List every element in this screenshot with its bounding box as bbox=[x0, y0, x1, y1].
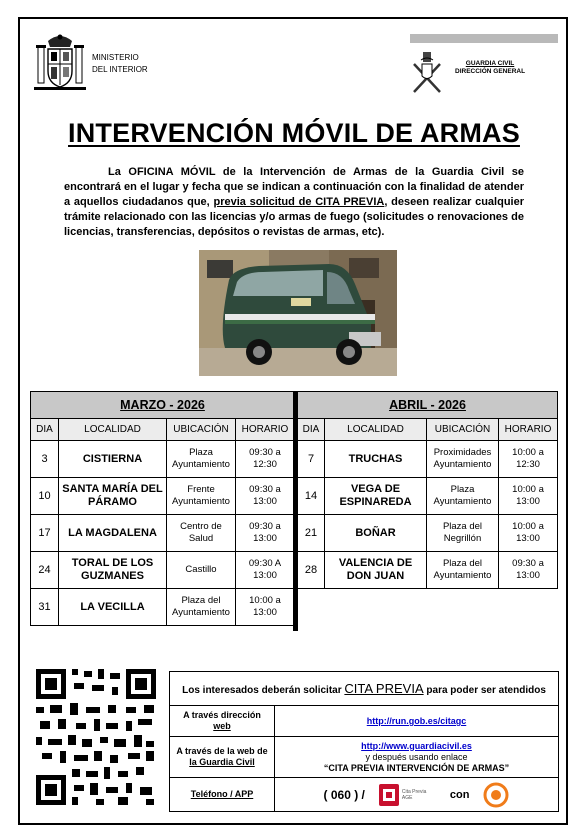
row-horario: 10:00 a 13:00 bbox=[499, 478, 558, 515]
table-row-empty bbox=[298, 589, 558, 626]
row-localidad: LA MAGDALENA bbox=[59, 515, 167, 552]
row-day: 28 bbox=[298, 552, 325, 589]
guardiacivil-link[interactable]: http://www.guardiacivil.es bbox=[361, 740, 472, 751]
col-dia: DIA bbox=[31, 419, 59, 441]
info-header-post: para poder ser atendidos bbox=[423, 685, 546, 696]
april-title bbox=[298, 392, 558, 419]
row-ubicacion: Proximidades Ayuntamiento bbox=[427, 441, 499, 478]
intro-paragraph bbox=[64, 165, 524, 240]
citagc-link[interactable]: http://run.gob.es/citagc bbox=[366, 716, 467, 726]
page-title bbox=[18, 118, 570, 149]
table-row bbox=[31, 552, 295, 589]
row-day: 21 bbox=[298, 515, 325, 552]
row-day: 7 bbox=[298, 441, 325, 478]
row-day: 17 bbox=[31, 515, 59, 552]
row-horario: 09:30 a 12:30 bbox=[236, 441, 295, 478]
row-day: 14 bbox=[298, 478, 325, 515]
row-ubicacion: Plaza Ayuntamiento bbox=[427, 478, 499, 515]
march-schedule-table bbox=[30, 391, 295, 626]
table-row bbox=[298, 478, 558, 515]
table-row bbox=[298, 515, 558, 552]
cita-previa-info-table bbox=[169, 671, 559, 812]
cita-previa-app[interactable] bbox=[379, 784, 436, 806]
row2-label-a: A través de la web de bbox=[176, 746, 268, 756]
table-row bbox=[298, 552, 558, 589]
gc-line-2: DIRECCIÓN GENERAL bbox=[455, 68, 526, 75]
intro-text-2: , deseen realizar cualquier trámite relacionado con las licencias y/o armas de fuego (solicitudes o renovaciones de licencias, transferencias, depósitos o revistas de armas, etc). bbox=[64, 196, 525, 238]
row2-label bbox=[170, 737, 275, 778]
row-localidad: TORAL DE LOS GUZMANES bbox=[59, 552, 167, 589]
row-localidad: SANTA MARÍA DEL PÁRAMO bbox=[59, 478, 167, 515]
col-ubicacion: UBICACIÓN bbox=[167, 419, 236, 441]
ministry-line-1: MINISTERIO bbox=[92, 53, 139, 62]
mobile-office-van-photo bbox=[199, 250, 397, 376]
table-row bbox=[31, 441, 295, 478]
col-ubicacion: UBICACIÓN bbox=[427, 419, 499, 441]
col-localidad: LOCALIDAD bbox=[325, 419, 427, 441]
row-horario: 10:00 a 12:30 bbox=[499, 441, 558, 478]
row-ubicacion: Frente Ayuntamiento bbox=[167, 478, 236, 515]
page-title-text: INTERVENCIÓN MÓVIL DE ARMAS bbox=[68, 118, 520, 148]
row-horario: 10:00 a 13:00 bbox=[236, 589, 295, 626]
row-localidad: LA VECILLA bbox=[59, 589, 167, 626]
guardia-civil-label bbox=[455, 60, 525, 76]
row-ubicacion: Plaza del Negrillón bbox=[427, 515, 499, 552]
row-ubicacion: Castillo bbox=[167, 552, 236, 589]
row3-label-text: Teléfono / APP bbox=[190, 789, 254, 799]
row-localidad: TRUCHAS bbox=[325, 441, 427, 478]
row-day: 31 bbox=[31, 589, 59, 626]
row-localidad: CISTIERNA bbox=[59, 441, 167, 478]
row1-label-a: A través dirección bbox=[183, 710, 261, 720]
row-localidad: VEGA DE ESPINAREDA bbox=[325, 478, 427, 515]
col-horario: HORARIO bbox=[499, 419, 558, 441]
row1-label bbox=[170, 706, 275, 737]
app-logo-icon[interactable] bbox=[483, 782, 509, 808]
table-row bbox=[298, 441, 558, 478]
row-localidad: BOÑAR bbox=[325, 515, 427, 552]
table-row bbox=[31, 478, 295, 515]
row-horario: 09:30 a 13:00 bbox=[499, 552, 558, 589]
row-horario: 09:30 A 13:00 bbox=[236, 552, 295, 589]
qr-code-icon[interactable] bbox=[34, 667, 158, 807]
con-text: con bbox=[449, 788, 470, 801]
info-header-cita-previa: CITA PREVIA bbox=[344, 681, 424, 696]
table-row bbox=[31, 515, 295, 552]
ministry-label bbox=[92, 52, 148, 76]
guardia-civil-emblem-icon bbox=[410, 50, 444, 96]
coat-of-arms-icon bbox=[32, 33, 88, 95]
march-title bbox=[31, 392, 295, 419]
april-schedule-table bbox=[297, 391, 558, 625]
col-localidad: LOCALIDAD bbox=[59, 419, 167, 441]
cita-previa-age-label: Cita Previa AGE bbox=[401, 788, 427, 801]
ministry-line-2: DEL INTERIOR bbox=[92, 65, 148, 74]
table-row bbox=[31, 589, 295, 626]
row-day: 24 bbox=[31, 552, 59, 589]
row-day: 10 bbox=[31, 478, 59, 515]
header-bar bbox=[410, 34, 558, 43]
intro-text-1: La OFICINA MÓVIL de la Intervención de Armas de la Guardia Civil se encontrará en el lugar y fecha que se indican a continuación con la finalidad de atender a aquellos ciudadanos que, bbox=[64, 166, 524, 208]
row2-label-b: la Guardia Civil bbox=[189, 757, 255, 767]
cita-previa-age-icon bbox=[379, 784, 399, 806]
row1-value bbox=[275, 706, 559, 737]
row-localidad: VALENCIA DE DON JUAN bbox=[325, 552, 427, 589]
march-title-text: MARZO - 2026 bbox=[120, 398, 205, 412]
info-header bbox=[170, 672, 559, 706]
row-horario: 09:30 a 13:00 bbox=[236, 478, 295, 515]
row2-value bbox=[275, 737, 559, 778]
gc-line-1: GUARDIA CIVIL bbox=[465, 60, 515, 67]
info-header-pre: Los interesados deberán solicitar bbox=[182, 685, 345, 696]
row-horario: 10:00 a 13:00 bbox=[499, 515, 558, 552]
col-dia: DIA bbox=[298, 419, 325, 441]
row-ubicacion: Centro de Salud bbox=[167, 515, 236, 552]
row3-value bbox=[275, 778, 559, 812]
row-ubicacion: Plaza Ayuntamiento bbox=[167, 441, 236, 478]
row-ubicacion: Plaza del Ayuntamiento bbox=[167, 589, 236, 626]
row-horario: 09:30 a 13:00 bbox=[236, 515, 295, 552]
row1-label-b: web bbox=[213, 721, 231, 731]
empty-cell bbox=[298, 589, 558, 626]
april-title-text: ABRIL - 2026 bbox=[389, 398, 466, 412]
row2-text-1: y después usando enlace bbox=[365, 751, 468, 762]
row2-text-2: “CITA PREVIA INTERVENCIÓN DE ARMAS” bbox=[323, 762, 510, 773]
phone-060[interactable]: ( 060 ) / bbox=[323, 787, 365, 802]
intro-text-underlined: previa solicitud de CITA PREVIA bbox=[213, 196, 385, 208]
row3-label bbox=[170, 778, 275, 812]
row-day: 3 bbox=[31, 441, 59, 478]
row-ubicacion: Plaza del Ayuntamiento bbox=[427, 552, 499, 589]
col-horario: HORARIO bbox=[236, 419, 295, 441]
